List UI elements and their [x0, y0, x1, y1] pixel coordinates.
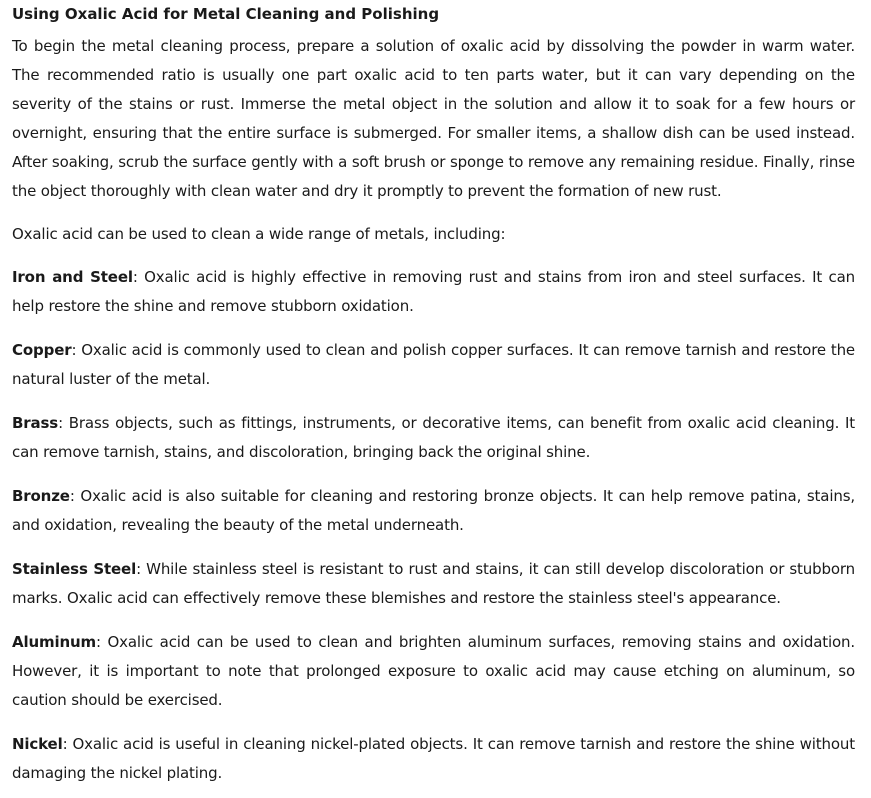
metal-item-brass	[12, 409, 855, 467]
metal-name: Nickel	[12, 735, 63, 753]
metal-description: : Oxalic acid is also suitable for cleaning and restoring bronze objects. It can help remove patina, stains, and oxidation, revealing the beauty of the metal underneath.	[12, 487, 855, 534]
metal-item-iron-and-steel	[12, 263, 855, 321]
metal-name: Brass	[12, 414, 59, 432]
article-title: Using Oxalic Acid for Metal Cleaning and Polishing	[12, 5, 440, 23]
metal-item-nickel	[12, 730, 855, 788]
metal-description: : Brass objects, such as fittings, instruments, or decorative items, can benefit from oxalic acid cleaning. It can remove tarnish, stains, and discoloration, bringing back the original shine.	[12, 414, 855, 461]
metal-name: Bronze	[12, 487, 70, 505]
metal-name: Copper	[12, 341, 72, 359]
metal-description: : Oxalic acid can be used to clean and brighten aluminum surfaces, removing stains and oxidation. However, it is important to note that prolonged exposure to oxalic acid may cause etching on aluminum, so caution should be exercised.	[12, 633, 855, 709]
metal-item-aluminum	[12, 628, 855, 715]
intro-paragraph: To begin the metal cleaning process, prepare a solution of oxalic acid by dissolving the powder in warm water. The recommended ratio is usually one part oxalic acid to ten parts water, but it can vary depending on the severity of the stains or rust. Immerse the metal object in the solution and allow it to soak for a few hours or overnight, ensuring that the entire surface is submerged. For smaller items, a shallow dish can be used instead. After soaking, scrub the surface gently with a soft brush or sponge to remove any remaining residue. Finally, rinse the object thoroughly with clean water and dry it promptly to prevent the formation of new rust.	[12, 37, 855, 200]
metal-item-stainless-steel	[12, 555, 855, 613]
metal-name: Iron and Steel	[12, 268, 133, 286]
metals-lead-paragraph: Oxalic acid can be used to clean a wide range of metals, including:	[12, 225, 506, 243]
metal-name: Aluminum	[12, 633, 96, 651]
metal-description: : While stainless steel is resistant to rust and stains, it can still develop discoloration or stubborn marks. Oxalic acid can effectively remove these blemishes and restore the stainless steel's appearance.	[12, 560, 856, 607]
metal-description: : Oxalic acid is highly effective in removing rust and stains from iron and steel surfaces. It can help restore the shine and remove stubborn oxidation.	[12, 268, 855, 315]
metal-item-bronze	[12, 482, 855, 540]
metal-item-copper	[12, 336, 855, 394]
metal-description: : Oxalic acid is useful in cleaning nickel-plated objects. It can remove tarnish and restore the shine without damaging the nickel plating.	[12, 735, 855, 782]
metal-name: Stainless Steel	[12, 560, 137, 578]
metal-description: : Oxalic acid is commonly used to clean and polish copper surfaces. It can remove tarnish and restore the natural luster of the metal.	[12, 341, 855, 388]
